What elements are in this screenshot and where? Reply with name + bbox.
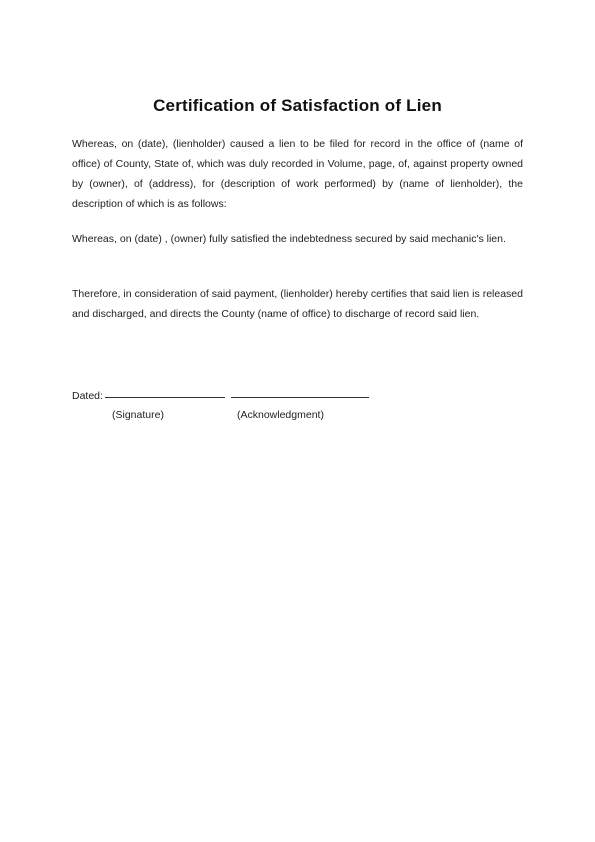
document-title: Certification of Satisfaction of Lien (153, 96, 442, 115)
signature-row (72, 388, 369, 404)
signature-caption: (Signature) (112, 409, 164, 421)
signature-line (105, 396, 225, 398)
paragraph-whereas-satisfied: Whereas, on (date) , (owner) fully satisfied the indebtedness secured by said mechanic's lien. (72, 233, 506, 245)
paragraph-therefore-released: Therefore, in consideration of said payment, (lienholder) hereby certifies that said lien is released and discharged, and directs the County (name of office) to discharge of record said lien. (72, 288, 523, 320)
acknowledgment-line (231, 396, 369, 398)
paragraph-whereas-lien-filed: Whereas, on (date), (lienholder) caused a lien to be filed for record in the office of (name of office) of County, State of, which was duly recorded in Volume, page, of, against property owned by (owner), of (address), for (description of work performed) by (name of lienholder), the description of which is as follows: (72, 138, 523, 210)
acknowledgment-caption: (Acknowledgment) (237, 409, 324, 421)
dated-label: Dated: (72, 390, 103, 402)
